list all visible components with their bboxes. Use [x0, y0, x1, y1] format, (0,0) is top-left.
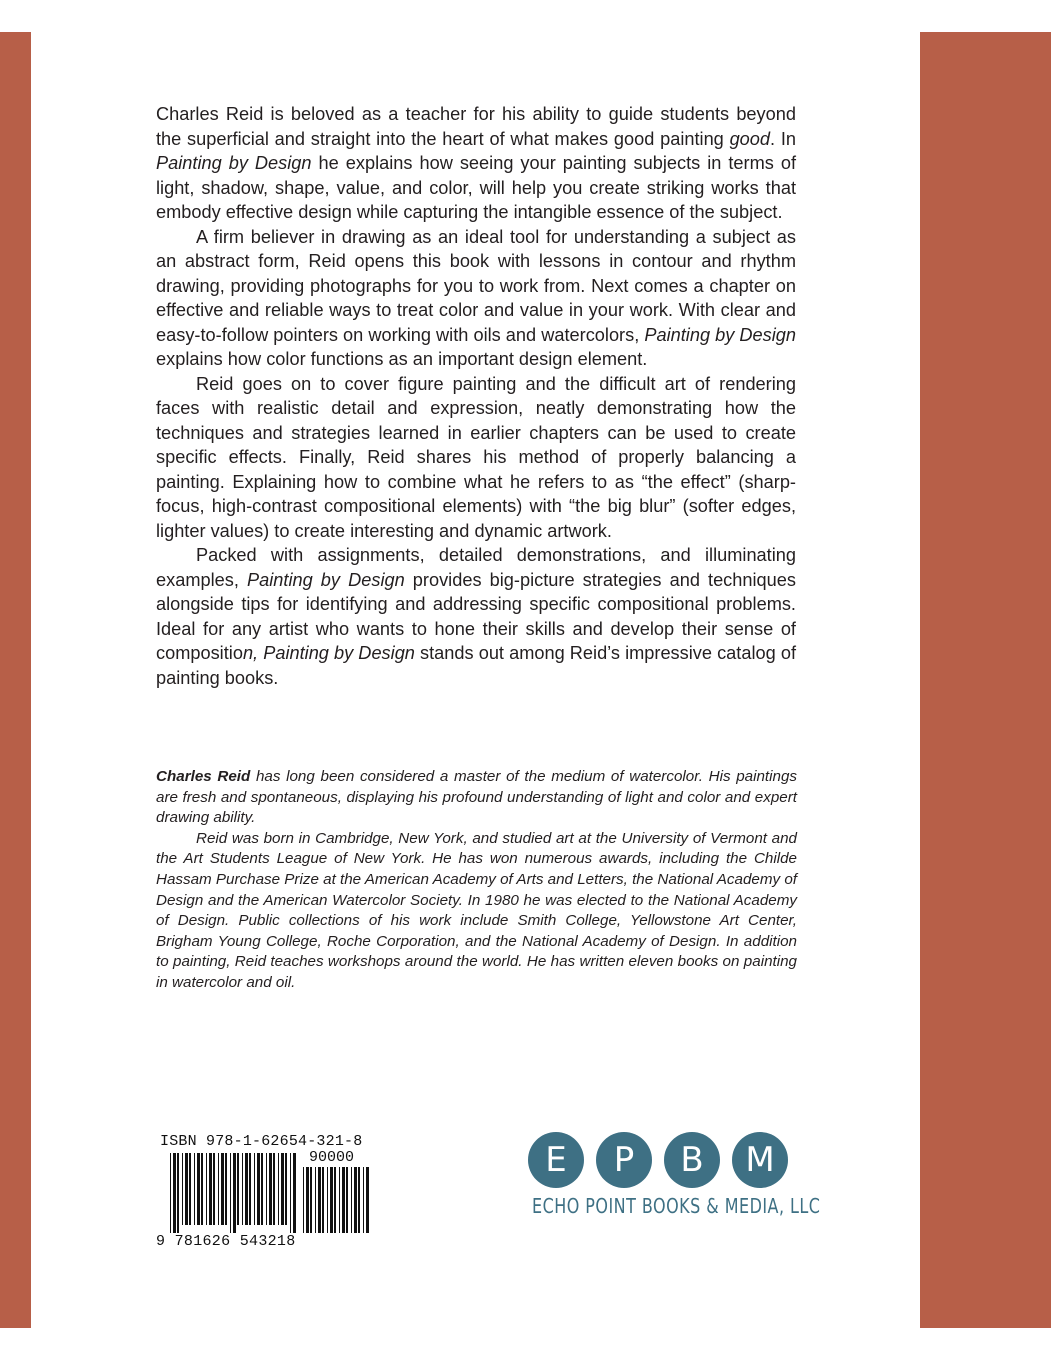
publisher-name: ECHO POINT BOOKS & MEDIA, LLC	[532, 1194, 821, 1218]
publisher-logo	[528, 1132, 821, 1218]
barcode-digits: 9 781626 543218	[156, 1233, 296, 1250]
isbn-barcode	[156, 1133, 371, 1253]
text-span: Packed with assignments, detailed demonstrations, and illuminating examples,	[156, 545, 796, 590]
logo-letter-b: B	[664, 1132, 720, 1188]
text-span: explains how color functions as an important design element.	[156, 349, 648, 369]
description-paragraph-1	[156, 102, 796, 225]
price-addon-number: 90000	[309, 1149, 355, 1166]
left-color-band	[0, 32, 31, 1328]
author-bio	[156, 767, 797, 994]
description-paragraph-4	[156, 543, 796, 690]
text-span: provides big-picture strategies and techniques alongside tips for identifying and addressing specific compositional problems. Ideal for any artist who wants to hone their skills and develop their sense of compositio	[156, 569, 796, 663]
text-span: stands out among Reid’s impressive catalog of painting books.	[156, 643, 796, 688]
author-name: Charles Reid	[156, 768, 251, 785]
logo-letter-m: M	[732, 1132, 788, 1188]
text-span: A firm believer in drawing as an ideal tool for understanding a subject as an abstract form, Reid opens this book with lessons in contour and rhythm drawing, providing photographs for you to work from. Next comes a chapter on effective and reliable ways to treat color and value in your work. With clear and easy-to-follow pointers on working with oils and watercolors,	[156, 226, 796, 345]
book-title: n, Painting by Design	[242, 643, 415, 663]
book-title: Painting by Design	[644, 324, 797, 345]
logo-letter-e: E	[528, 1132, 584, 1188]
right-color-band	[920, 32, 1051, 1328]
text-span: . In	[770, 128, 797, 149]
logo-letter-p: P	[596, 1132, 652, 1188]
bio-paragraph-2: Reid was born in Cambridge, New York, and studied art at the University of Vermont and the Art Students League of New York. He has won numerous awards, including the Childe Hassam Purchase Prize at the American Academy of Arts and Letters, the National Academy of Design and the American Watercolor Society. In 1980 he was elected to the National Academy of Design. Public collections of his work include Smith College, Yellowstone Art Center, Brigham Young College, Roche Corporation, and the National Academy of Design. In addition to painting, Reid teaches workshops around the world. He has written eleven books on painting in watercolor and oil.	[156, 829, 797, 991]
isbn-number: ISBN 978-1-62654-321-8	[160, 1133, 363, 1150]
bio-paragraph-1	[156, 767, 797, 829]
book-title: Painting by Design	[246, 569, 405, 590]
description-paragraph-2	[156, 225, 796, 372]
italic-text: good	[729, 128, 771, 149]
text-span: Charles Reid is beloved as a teacher for his ability to guide students beyond the superficial and straight into the heart of what makes good painting	[156, 104, 796, 149]
logo-circles	[528, 1132, 798, 1188]
text-span: he explains how seeing your painting subjects in terms of light, shadow, shape, value, and color, will help you create striking works that embody effective design while capturing the intangible essence of the subject.	[156, 153, 796, 222]
description-paragraph-3: Reid goes on to cover figure painting and the difficult art of rendering faces with realistic detail and expression, neatly demonstrating how the techniques and strategies learned in earlier chapters can be used to create specific effects. Finally, Reid shares his method of properly balancing a painting. Explaining how to combine what he refers to as “the effect” (sharp-focus, high-contrast compositional elements) with “the big blur” (softer edges, lighter values) to create interesting and dynamic artwork.	[156, 373, 796, 541]
book-description	[156, 102, 796, 690]
barcode-bars	[156, 1153, 371, 1235]
book-title: Painting by Design	[156, 153, 312, 173]
text-span: has long been considered a master of the medium of watercolor. His paintings are fresh and spontaneous, displaying his profound understanding of light and color and expert drawing ability.	[156, 768, 797, 827]
